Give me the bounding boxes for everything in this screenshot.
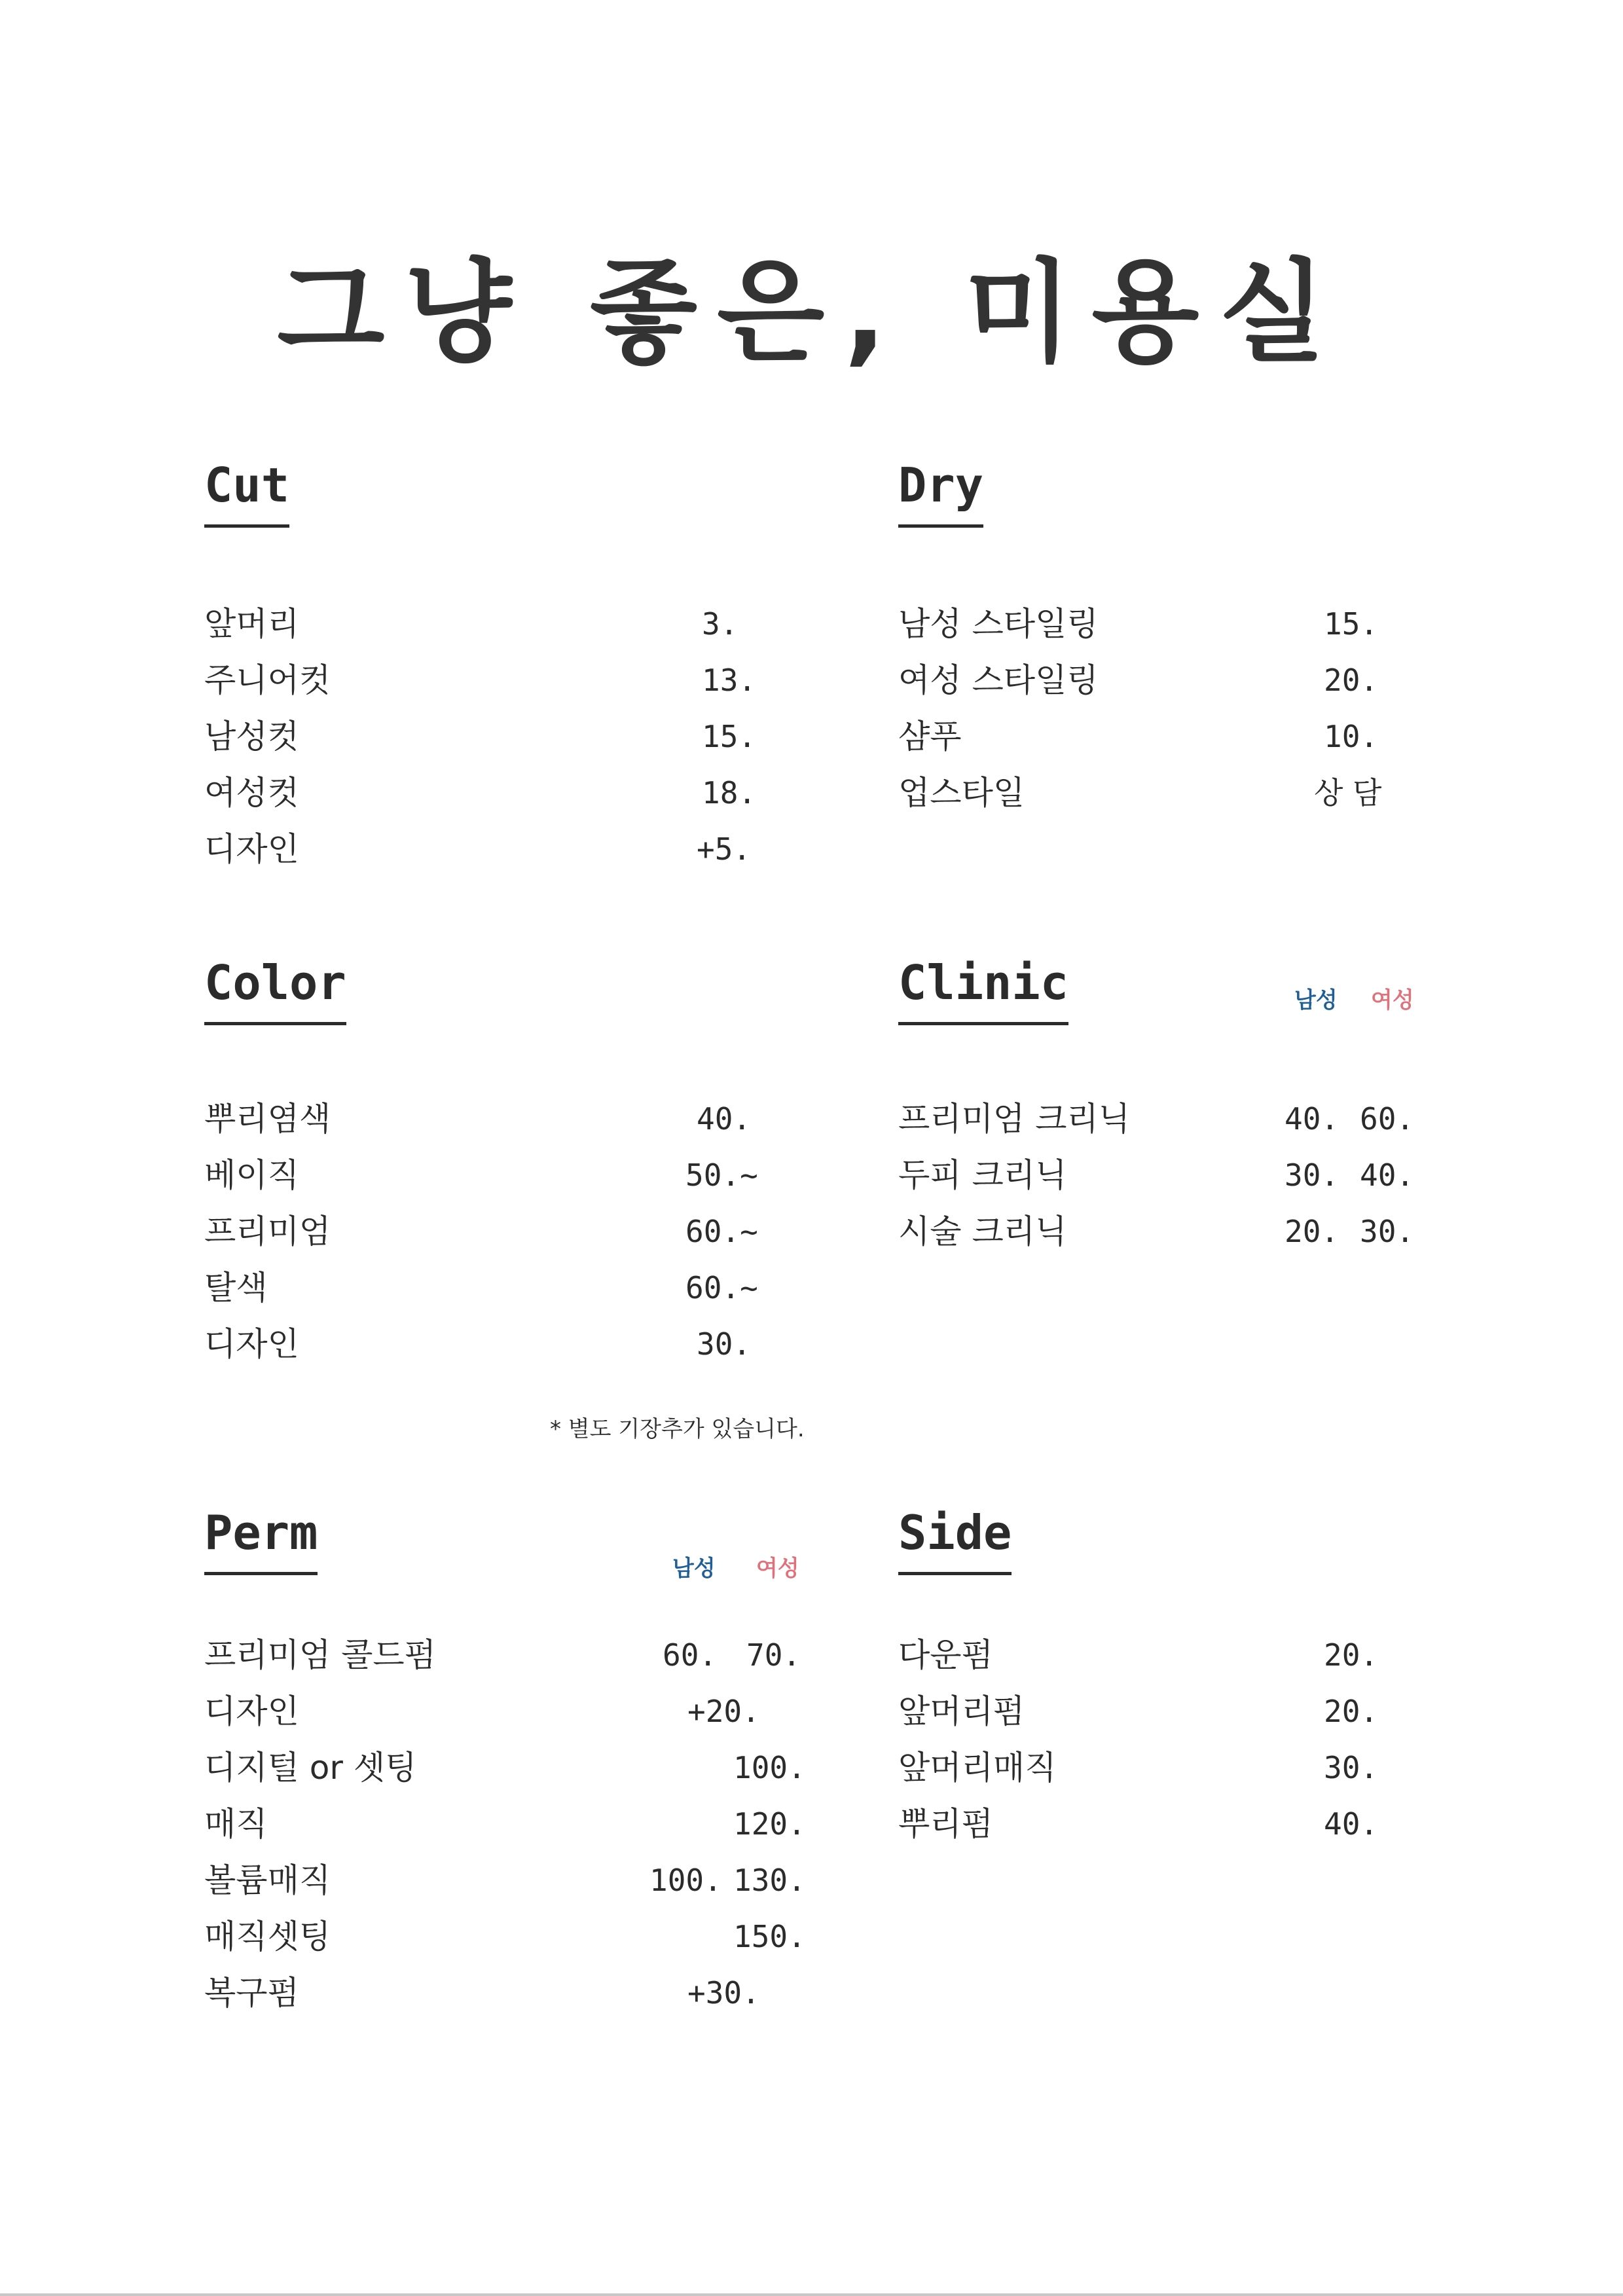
- item-price: 30.: [697, 1326, 752, 1362]
- item-name: 프리미엄: [204, 1212, 331, 1250]
- female-price: 40.: [1360, 1157, 1415, 1193]
- list-item: [204, 821, 859, 877]
- female-label: 여성: [1371, 987, 1414, 1013]
- male-price: 60.: [663, 1637, 718, 1673]
- item-price: 18.: [702, 775, 757, 811]
- item-name: 남성컷: [204, 718, 299, 756]
- item-price: 50.~: [685, 1157, 758, 1193]
- item-name: 여성 스타일링: [898, 661, 1099, 699]
- section-color: [204, 955, 859, 1363]
- section-title: Dry: [898, 458, 983, 528]
- item-price: 20.: [1324, 1637, 1379, 1673]
- male-price: 100.: [649, 1863, 722, 1898]
- page-title: 그냥 좋은, 미용실: [277, 248, 1346, 378]
- item-name: 남성 스타일링: [898, 605, 1099, 643]
- item-name: 업스타일: [898, 774, 1025, 812]
- list-item: [898, 708, 1553, 765]
- item-name: 뿌리펌: [898, 1805, 993, 1843]
- list-item: [204, 596, 859, 652]
- list-item: [204, 1965, 859, 2021]
- list-item: [204, 1260, 859, 1316]
- scan-edge-divider: [0, 2293, 1623, 2296]
- item-price: 60.~: [685, 1270, 758, 1305]
- item-name: 주니어컷: [204, 661, 331, 699]
- female-price: 100.: [733, 1750, 806, 1785]
- list-item: [204, 1091, 859, 1147]
- female-label: 여성: [756, 1556, 799, 1582]
- item-price: 30.: [1324, 1750, 1379, 1785]
- item-price: 상 담: [1314, 775, 1382, 811]
- list-item: [204, 1203, 859, 1260]
- male-price: 40.: [1285, 1101, 1340, 1137]
- section-title: Clinic: [898, 956, 1068, 1025]
- list-item: [204, 1908, 859, 1965]
- female-price: 130.: [733, 1863, 806, 1898]
- female-price: +20.: [687, 1694, 760, 1729]
- item-name: 뿌리염색: [204, 1100, 331, 1138]
- list-item: [204, 1627, 859, 1683]
- list-item: [898, 1091, 1553, 1147]
- male-label: 남성: [1294, 987, 1338, 1013]
- item-name: 앞머리매직: [898, 1749, 1057, 1787]
- list-item: [204, 765, 859, 821]
- item-name: 베이직: [204, 1156, 299, 1194]
- list-item: [204, 1316, 859, 1372]
- item-price: 20.: [1324, 663, 1379, 698]
- item-name: 탈색: [204, 1269, 268, 1307]
- item-name: 앞머리펌: [898, 1692, 1025, 1730]
- female-price: 70.: [746, 1637, 801, 1673]
- section-perm: [204, 1505, 859, 2012]
- female-price: 150.: [733, 1919, 806, 1954]
- item-name: 디지털 or 셋팅: [204, 1749, 417, 1787]
- male-label: 남성: [672, 1556, 716, 1582]
- item-price: 15.: [1324, 606, 1379, 642]
- note: * 별도 기장추가 있습니다.: [550, 1416, 805, 1442]
- list-item: [898, 1796, 1553, 1852]
- list-item: [898, 765, 1553, 821]
- item-price: 40.: [697, 1101, 752, 1137]
- female-price: 30.: [1360, 1214, 1415, 1249]
- item-name: 복구펌: [204, 1974, 299, 2012]
- item-name: 프리미엄 콜드펌: [204, 1636, 436, 1674]
- list-item: [898, 1147, 1553, 1203]
- section-title: Side: [898, 1506, 1012, 1575]
- item-name: 프리미엄 크리닉: [898, 1100, 1130, 1138]
- item-name: 매직: [204, 1805, 268, 1843]
- female-price: 60.: [1360, 1101, 1415, 1137]
- section-clinic: [898, 955, 1553, 1250]
- list-item: [204, 1740, 859, 1796]
- male-price: 20.: [1285, 1214, 1340, 1249]
- list-item: [898, 1683, 1553, 1740]
- item-name: 다운펌: [898, 1636, 993, 1674]
- list-item: [898, 652, 1553, 708]
- list-item: [204, 1852, 859, 1908]
- item-price: 10.: [1324, 719, 1379, 754]
- item-name: 매직셋팅: [204, 1918, 331, 1956]
- item-price: 20.: [1324, 1694, 1379, 1729]
- item-name: 시술 크리닉: [898, 1212, 1067, 1250]
- list-item: [898, 1627, 1553, 1683]
- item-name: 디자인: [204, 1692, 299, 1730]
- female-price: +30.: [687, 1975, 760, 2011]
- item-name: 샴푸: [898, 718, 962, 756]
- item-name: 디자인: [204, 830, 299, 868]
- list-item: [204, 652, 859, 708]
- item-price: 15.: [702, 719, 757, 754]
- item-price: +5.: [697, 831, 752, 867]
- section-side: [898, 1505, 1553, 1843]
- list-item: [204, 708, 859, 765]
- item-name: 여성컷: [204, 774, 299, 812]
- item-name: 두피 크리닉: [898, 1156, 1067, 1194]
- item-name: 디자인: [204, 1325, 299, 1363]
- item-price: 13.: [702, 663, 757, 698]
- item-name: 볼륨매직: [204, 1861, 331, 1899]
- section-dry: [898, 458, 1553, 812]
- list-item: [204, 1683, 859, 1740]
- list-item: [898, 1740, 1553, 1796]
- item-price: 60.~: [685, 1214, 758, 1249]
- male-price: 30.: [1285, 1157, 1340, 1193]
- item-name: 앞머리: [204, 605, 299, 643]
- list-item: [898, 1203, 1553, 1260]
- section-title: Cut: [204, 458, 289, 528]
- section-title: Color: [204, 956, 346, 1025]
- section-cut: [204, 458, 859, 868]
- list-item: [204, 1796, 859, 1852]
- item-price: 3.: [702, 606, 739, 642]
- section-title: Perm: [204, 1506, 318, 1575]
- item-price: 40.: [1324, 1806, 1379, 1842]
- list-item: [204, 1147, 859, 1203]
- female-price: 120.: [733, 1806, 806, 1842]
- list-item: [898, 596, 1553, 652]
